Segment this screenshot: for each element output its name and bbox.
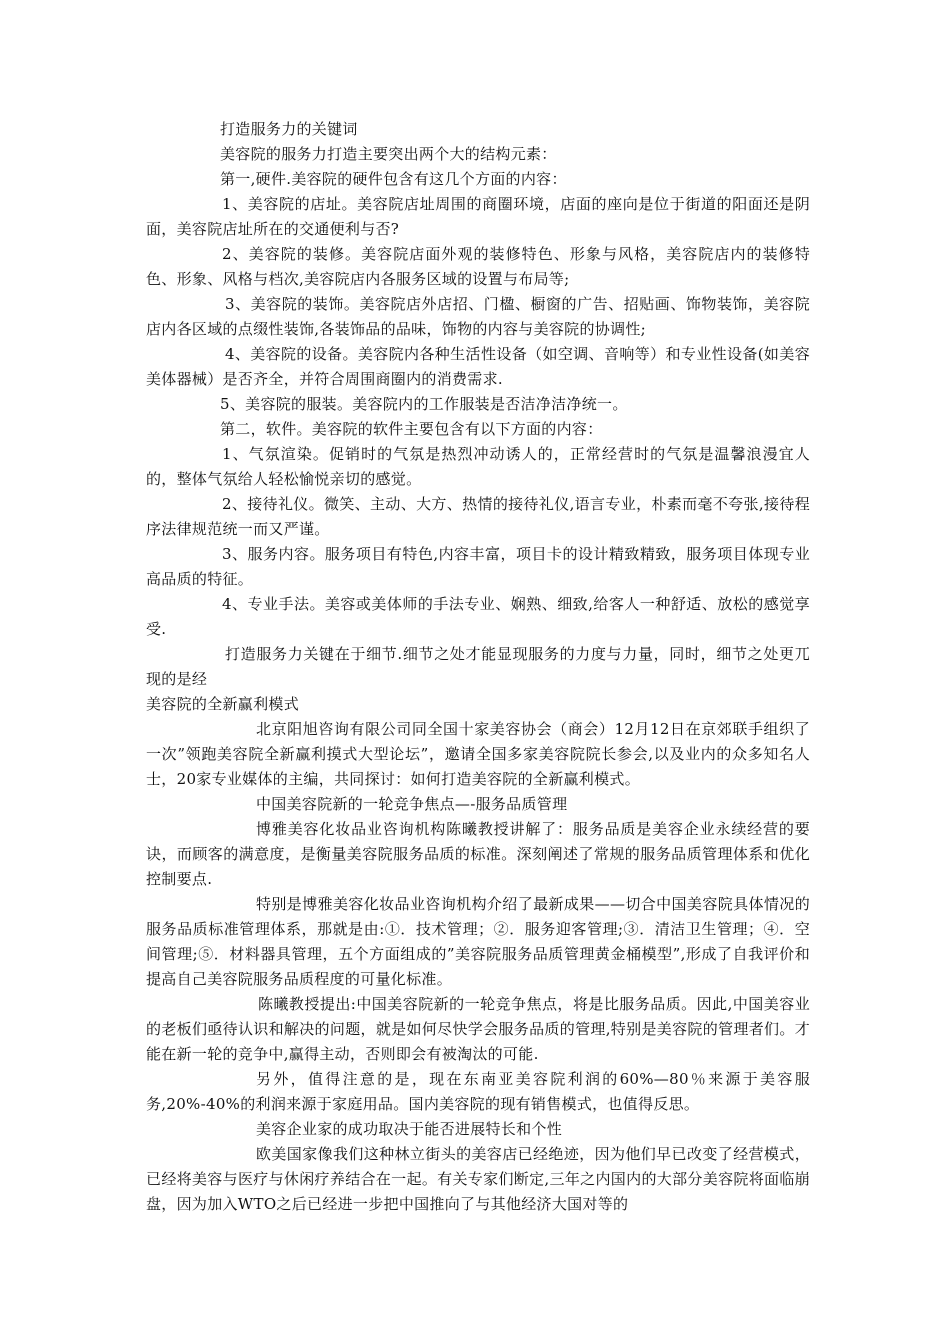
paragraph: 打造服务力关键在于细节.细节之处才能显现服务的力度与力量，同时，细节之处更兀现的是经: [146, 645, 810, 688]
paragraph: 1、美容院的店址。美容院店址周围的商圈环境，店面的座向是位于街道的阳面还是阴面，美容院店址所在的交通便利与否?: [146, 195, 810, 238]
paragraph: 第一,硬件.美容院的硬件包含有这几个方面的内容：: [220, 170, 567, 188]
paragraph: 2、接待礼仪。微笑、主动、大方、热情的接待礼仪,语言专业，朴素而毫不夸张,接待程序法律规范统一而又严谨。: [146, 495, 810, 538]
paragraph: 5、美容院的服装。美容院内的工作服装是否洁净洁净统一。: [220, 395, 628, 413]
heading-competition-focus: 中国美容院新的一轮竞争焦点—-服务品质管理: [256, 795, 568, 813]
paragraph: 4、专业手法。美容或美体师的手法专业、娴熟、细致,给客人一种舒适、放松的感觉享受.: [146, 595, 810, 638]
paragraph: 2、美容院的装修。美容院店面外观的装修特色、形象与风格，美容院店内的装修特色、形象、风格与档次,美容院店内各服务区域的设置与布局等;: [146, 245, 810, 288]
paragraph: 北京阳旭咨询有限公司同全国十家美容协会（商会）12月12日在京郊联手组织了一次”领跑美容院全新赢利摸式大型论坛”，邀请全国多家美容院院长参会,以及业内的众多知名人士，20家专业媒体的主编，共同探讨：如何打造美容院的全新赢利模式。: [146, 720, 810, 788]
paragraph: 陈曦教授提出:中国美容院新的一轮竞争焦点，将是比服务品质。因此,中国美容业的老板们亟待认识和解决的问题，就是如何尽快学会服务品质的管理,特别是美容院的管理者们。才能在新一轮的竞争中,赢得主动，否则即会有被淘汰的可能.: [146, 995, 810, 1063]
paragraph: 第二，软件。美容院的软件主要包含有以下方面的内容：: [220, 420, 603, 438]
paragraph: 博雅美容化妆品业咨询机构陈曦教授讲解了：服务品质是美容企业永续经营的要诀，而顾客的满意度，是衡量美容院服务品质的标准。深刻阐述了常规的服务品质管理体系和优化控制要点.: [146, 820, 810, 888]
paragraph: 3、美容院的装饰。美容院店外店招、门楹、橱窗的广告、招贴画、饰物装饰，美容院店内各区域的点缀性装饰,各装饰品的品味，饰物的内容与美容院的协调性;: [146, 295, 810, 338]
heading-service-keywords: 打造服务力的关键词: [220, 120, 358, 138]
paragraph: 1、气氛渲染。促销时的气氛是热烈冲动诱人的，正常经营时的气氛是温馨浪漫宜人的，整体气氛给人轻松愉悦亲切的感觉。: [146, 445, 810, 488]
document-body: [146, 117, 810, 1217]
paragraph: 美容院的服务力打造主要突出两个大的结构元素：: [220, 145, 557, 163]
heading-profit-model: 美容院的全新赢利模式: [146, 695, 300, 713]
heading-entrepreneur-success: 美容企业家的成功取决于能否进展特长和个性: [256, 1120, 563, 1138]
paragraph: 3、服务内容。服务项目有特色,内容丰富，项目卡的设计精致精致，服务项目体现专业高品质的特征。: [146, 545, 810, 588]
paragraph: 特别是博雅美容化妆品业咨询机构介绍了最新成果——切合中国美容院具体情况的服务品质标准管理体系，那就是由:①．技术管理；②．服务迎客管理;③．清洁卫生管理；④．空间管理;⑤．材料器具管理，五个方面组成的”美容院服务品质管理黄金桶模型”,形成了自我评价和提高自己美容院服务品质程度的可量化标准。: [146, 895, 810, 988]
paragraph: 另外，值得注意的是，现在东南亚美容院利润的60%—80％来源于美容服务,20%-40%的利润来源于家庭用品。国内美容院的现有销售模式，也值得反思。: [146, 1070, 810, 1113]
paragraph: 欧美国家像我们这种林立街头的美容店已经绝迹，因为他们早已改变了经营模式，已经将美容与医疗与休闲疗养结合在一起。有关专家们断定,三年之内国内的大部分美容院将面临崩盘，因为加入WTO之后已经进一步把中国推向了与其他经济大国对等的: [146, 1145, 810, 1213]
paragraph: 4、美容院的设备。美容院内各种生活性设备（如空调、音响等）和专业性设备(如美容美体器械）是否齐全，并符合周围商圈内的消费需求.: [146, 345, 810, 388]
